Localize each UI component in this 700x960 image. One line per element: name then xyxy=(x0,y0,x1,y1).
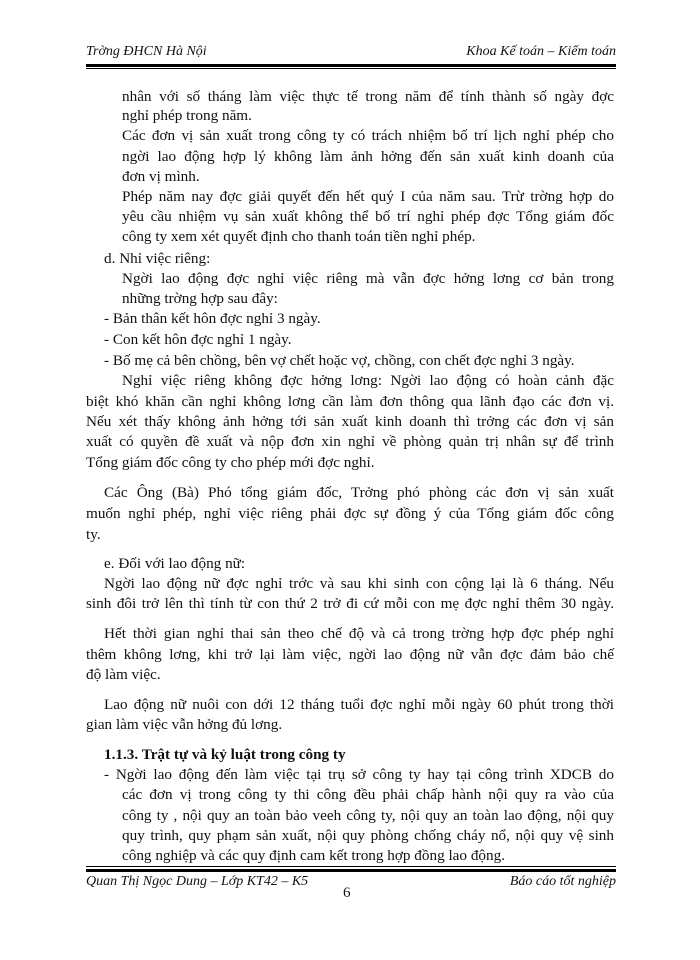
text-line: thêm không lơng, khi trở lại làm việc, ngời lao động nữ vẫn đợc đảm bảo chế xyxy=(86,646,614,663)
text-line: sinh đôi trở lên thì tính từ con thứ 2 trở đi cứ mỗi con mẹ đợc nghỉ thêm 30 ngày. xyxy=(86,595,614,612)
header-rule-thick xyxy=(86,64,616,67)
text-line: yêu cầu nhiệm vụ sản xuất không thể bố trí nghỉ phép đợc Tổng giám đốc xyxy=(122,208,614,225)
header-school: Trờng ĐHCN Hà Nội xyxy=(86,44,207,59)
text-line: xuất có quyền đề xuất và nộp đơn xin nghỉ về phòng quản trị nhân sự để trình xyxy=(86,433,614,450)
text-line: quy trình, quy phạm sản xuất, nội quy phòng chống cháy nổ, nội quy vệ sinh xyxy=(122,827,614,844)
page-number: 6 xyxy=(343,885,351,901)
text-line: Lao động nữ nuôi con dới 12 tháng tuổi đợc nghỉ mỗi ngày 60 phút trong thời xyxy=(104,696,614,713)
text-line: - Ngời lao động đến làm việc tại trụ sở công ty hay tại công trình XDCB do xyxy=(104,766,614,783)
text-line: - Bản thân kết hôn đợc nghỉ 3 ngày. xyxy=(104,310,321,327)
text-line: Các Ông (Bà) Phó tổng giám đốc, Trởng phó phòng các đơn vị sản xuất xyxy=(104,484,614,501)
text-line: đơn vị mình. xyxy=(122,168,200,185)
text-line: - Con kết hôn đợc nghỉ 1 ngày. xyxy=(104,331,292,348)
text-line: Các đơn vị sản xuất trong công ty có trách nhiệm bố trí lịch nghỉ phép cho xyxy=(122,127,614,144)
text-line: Ngời lao động nữ đợc nghỉ trớc và sau khi sinh con cộng lại là 6 tháng. Nếu xyxy=(104,575,614,592)
header-rule-thin xyxy=(86,68,616,69)
text-line: d. Nhỉ việc riêng: xyxy=(104,250,211,267)
text-line: muốn nghỉ phép, nghỉ việc riêng phải đợc sự đồng ý của Tổng giám đốc công xyxy=(86,505,614,522)
text-line: công nghiệp và các quy định cam kết trong hợp đồng lao động. xyxy=(122,847,505,864)
text-line: Ngời lao động đợc nghỉ việc riêng mà vẫn đợc hởng lơng cơ bản trong xyxy=(122,270,614,287)
text-line: Nếu xét thấy không ảnh hởng tới sản xuất kinh doanh thì trởng các đơn vị sản xyxy=(86,413,614,430)
section-heading: 1.1.3. Trật tự và kỷ luật trong công ty xyxy=(104,746,346,763)
text-line: Phép năm nay đợc giải quyết đến hết quý I của năm sau. Trừ trờng hợp do xyxy=(122,188,614,205)
text-line: công ty , nội quy an toàn bảo veeh công ty, nội quy an toàn lao động, nội quy xyxy=(122,807,614,824)
header-faculty: Khoa Kế toán – Kiểm toán xyxy=(466,44,616,59)
text-line: những trờng hợp sau đây: xyxy=(122,290,278,307)
text-line: Nghỉ việc riêng không đợc hởng lơng: Ngời lao động có hoàn cảnh đặc xyxy=(122,372,614,389)
footer-rule-thin xyxy=(86,866,616,867)
text-line: độ làm việc. xyxy=(86,666,161,683)
text-line: ngời lao động hợp lý không làm ảnh hởng đến sản xuất kinh doanh của xyxy=(122,148,614,165)
text-line: e. Đối với lao động nữ: xyxy=(104,555,246,572)
footer-rule-thick xyxy=(86,869,616,872)
text-line: nhân với số tháng làm việc thực tế trong năm để tính thành số ngày đợc xyxy=(122,88,614,105)
text-line: Tổng giám đốc công ty cho phép mới đợc nghỉ. xyxy=(86,454,375,471)
text-line: công ty xem xét quyết định cho thanh toán tiền nghỉ phép. xyxy=(122,228,476,245)
text-line: - Bố mẹ cả bên chồng, bên vợ chết hoặc vợ, chồng, con chết đợc nghỉ 3 ngày. xyxy=(104,352,575,369)
text-line: các đơn vị trong công ty thi công đều phải chấp hành nội quy ra vào của xyxy=(122,786,614,803)
text-line: nghỉ phép trong năm. xyxy=(122,107,252,124)
text-line: ty. xyxy=(86,526,101,543)
text-line: Hết thời gian nghỉ thai sản theo chế độ và cả trong trờng hợp đợc phép nghỉ xyxy=(104,625,614,642)
footer-report-type: Báo cáo tốt nghiệp xyxy=(509,874,616,889)
footer-author: Quan Thị Ngọc Dung – Lớp KT42 – K5 xyxy=(86,874,309,889)
text-line: gian làm việc vẫn hởng đủ lơng. xyxy=(86,716,283,733)
text-line: biệt khó khăn cần nghỉ không lơng cần làm đơn thông qua lãnh đạo các đơn vị. xyxy=(86,393,614,410)
